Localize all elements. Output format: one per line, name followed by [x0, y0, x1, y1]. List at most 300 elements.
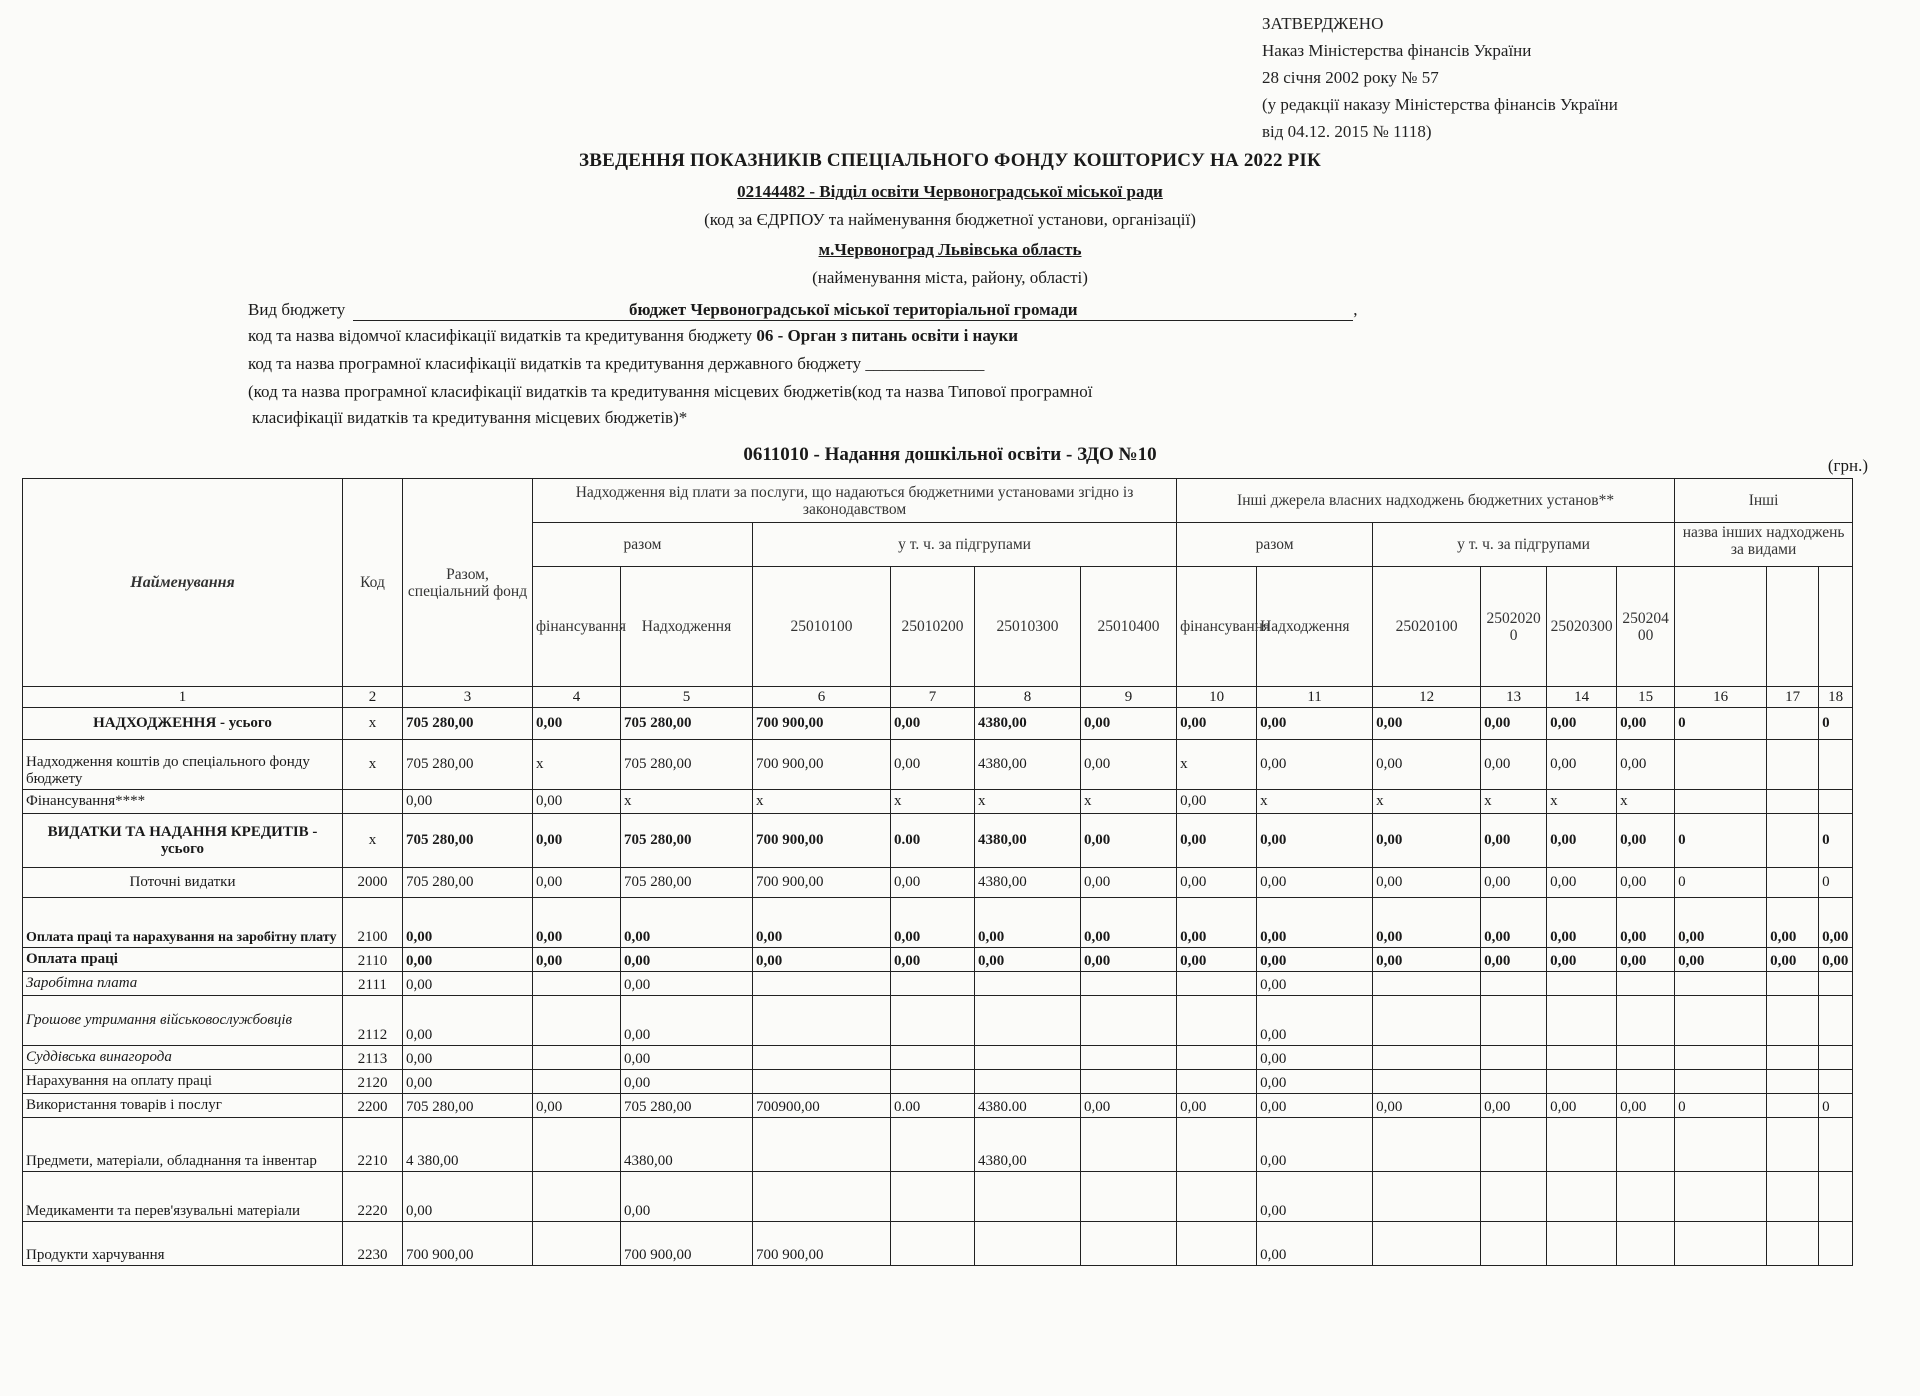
budget-suffix: ,	[1353, 300, 1358, 319]
row-cell: 4380,00	[975, 708, 1081, 740]
row-cell: 705 280,00	[621, 740, 753, 790]
row-cell	[1819, 1118, 1853, 1172]
row-cell: 0,00	[1617, 708, 1675, 740]
row-cell	[1767, 1094, 1819, 1118]
row-cell	[1819, 1046, 1853, 1070]
table-row	[23, 814, 1853, 868]
row-cell	[1547, 1046, 1617, 1070]
state-program-line: код та назва програмної класифікації видатків та кредитування державного бюджету ______________	[248, 354, 985, 373]
row-cell: 0,00	[1081, 708, 1177, 740]
row-cell	[891, 1046, 975, 1070]
header-total-2: разом	[1177, 523, 1373, 567]
row-cell: 0,00	[1081, 868, 1177, 898]
row-cell	[1081, 1222, 1177, 1266]
table-row	[23, 740, 1853, 790]
row-cell	[1767, 708, 1819, 740]
row-code: х	[343, 708, 403, 740]
row-cell: 4380.00	[975, 1094, 1081, 1118]
row-cell: 700 900,00	[403, 1222, 533, 1266]
row-cell: 0	[1675, 1094, 1767, 1118]
row-cell	[1675, 996, 1767, 1046]
row-cell: 0,00	[533, 790, 621, 814]
row-cell	[1481, 1118, 1547, 1172]
program-title: 0611010 - Надання дошкільної освіти - ЗДО №10	[743, 444, 1157, 465]
row-cell	[1177, 1222, 1257, 1266]
column-number: 4	[533, 687, 621, 708]
table-row	[23, 1070, 1853, 1094]
row-cell: 0,00	[891, 740, 975, 790]
row-cell: 4380,00	[975, 814, 1081, 868]
row-cell: 0,00	[403, 972, 533, 996]
row-cell: 0,00	[1481, 708, 1547, 740]
row-cell	[1819, 790, 1853, 814]
row-cell	[1081, 972, 1177, 996]
row-cell	[1819, 1222, 1853, 1266]
column-number: 13	[1481, 687, 1547, 708]
row-cell: 0	[1819, 868, 1853, 898]
header-code-25010400: 25010400	[1081, 567, 1177, 687]
row-cell: 4380,00	[975, 740, 1081, 790]
row-cell	[1617, 1070, 1675, 1094]
header-other-col-16	[1675, 567, 1767, 687]
row-code: х	[343, 814, 403, 868]
local-program-line-2: класифікації видатків та кредитування місцевих бюджетів)*	[252, 408, 688, 427]
row-cell: 0,00	[1547, 1094, 1617, 1118]
row-cell: 4380,00	[621, 1118, 753, 1172]
row-cell	[1373, 1172, 1481, 1222]
document-title: ЗВЕДЕННЯ ПОКАЗНИКІВ СПЕЦІАЛЬНОГО ФОНДУ КОШТОРИСУ НА 2022 РІК	[579, 150, 1321, 171]
row-cell	[1819, 996, 1853, 1046]
row-cell	[1547, 1070, 1617, 1094]
row-cell: 705 280,00	[621, 1094, 753, 1118]
row-cell: 0,00	[1257, 948, 1373, 972]
approval-line: від 04.12. 2015 № 1118)	[1262, 122, 1432, 141]
row-code: 2220	[343, 1172, 403, 1222]
row-cell: 700 900,00	[753, 814, 891, 868]
row-cell	[1617, 1118, 1675, 1172]
estimate-table	[22, 478, 1853, 1266]
row-cell	[1177, 1046, 1257, 1070]
row-cell	[1177, 972, 1257, 996]
row-cell	[1819, 972, 1853, 996]
row-cell: 0,00	[1373, 868, 1481, 898]
table-row	[23, 868, 1853, 898]
row-cell: 705 280,00	[403, 814, 533, 868]
row-cell: х	[753, 790, 891, 814]
budget-type-line	[248, 300, 1358, 321]
row-cell	[975, 972, 1081, 996]
approval-block	[1262, 10, 1618, 145]
row-cell	[753, 1046, 891, 1070]
row-cell: 0,00	[621, 972, 753, 996]
column-number: 8	[975, 687, 1081, 708]
row-name: НАДХОДЖЕННЯ - усього	[23, 708, 343, 740]
row-cell	[1767, 1222, 1819, 1266]
row-cell: 0,00	[1257, 708, 1373, 740]
row-cell	[1081, 1118, 1177, 1172]
row-cell: х	[1081, 790, 1177, 814]
table-row	[23, 1118, 1853, 1172]
row-cell	[1675, 972, 1767, 996]
city-line	[0, 240, 1900, 260]
row-cell: 0,00	[1081, 814, 1177, 868]
row-cell: 0,00	[403, 1172, 533, 1222]
row-code: 2230	[343, 1222, 403, 1266]
row-cell: 0,00	[1257, 814, 1373, 868]
header-group-other-sources: Інші джерела власних надходжень бюджетних установ**	[1177, 479, 1675, 523]
row-cell	[1547, 996, 1617, 1046]
row-cell: 0,00	[1257, 1070, 1373, 1094]
row-cell	[1617, 996, 1675, 1046]
row-cell: 4380,00	[975, 868, 1081, 898]
header-code-25020400: 25020400	[1617, 567, 1675, 687]
row-code: 2110	[343, 948, 403, 972]
column-number: 10	[1177, 687, 1257, 708]
row-cell	[1675, 1070, 1767, 1094]
row-cell: 700 900,00	[621, 1222, 753, 1266]
row-cell: 705 280,00	[403, 740, 533, 790]
row-cell: 705 280,00	[403, 868, 533, 898]
header-group-other: Інші	[1675, 479, 1853, 523]
row-cell	[1617, 1046, 1675, 1070]
row-cell: 0,00	[1257, 1046, 1373, 1070]
row-cell	[975, 996, 1081, 1046]
row-cell	[1081, 1172, 1177, 1222]
row-cell	[1767, 972, 1819, 996]
header-financing-2: фінансування	[1177, 567, 1257, 687]
row-name: Використання товарів і послуг	[23, 1094, 343, 1118]
institution-name: 02144482 - Відділ освіти Червоноградської міської ради	[737, 182, 1163, 201]
row-cell: 700 900,00	[753, 740, 891, 790]
table-row	[23, 1046, 1853, 1070]
row-cell	[1177, 1070, 1257, 1094]
row-cell: 0,00	[1257, 740, 1373, 790]
column-number: 1	[23, 687, 343, 708]
row-cell	[1481, 1172, 1547, 1222]
row-cell	[1481, 1046, 1547, 1070]
row-cell: 0,00	[1547, 948, 1617, 972]
row-code: 2200	[343, 1094, 403, 1118]
row-cell: 0,00	[403, 948, 533, 972]
dept-classification-line	[248, 326, 1018, 346]
row-cell: 0,00	[891, 868, 975, 898]
row-cell	[1675, 790, 1767, 814]
column-number: 15	[1617, 687, 1675, 708]
row-name: Суддівська винагорода	[23, 1046, 343, 1070]
row-code	[343, 790, 403, 814]
row-cell: 0,00	[1547, 708, 1617, 740]
row-cell: х	[621, 790, 753, 814]
row-cell	[1081, 1046, 1177, 1070]
table-row	[23, 972, 1853, 996]
row-cell: 0,00	[403, 1070, 533, 1094]
row-cell: 705 280,00	[403, 708, 533, 740]
row-cell	[533, 1070, 621, 1094]
row-cell	[1177, 1118, 1257, 1172]
row-cell: 0,00	[1819, 898, 1853, 948]
row-cell	[1177, 996, 1257, 1046]
row-cell	[1081, 996, 1177, 1046]
row-cell	[891, 1118, 975, 1172]
row-name: Нарахування на оплату праці	[23, 1070, 343, 1094]
column-number: 17	[1767, 687, 1819, 708]
row-cell	[533, 972, 621, 996]
header-receipts-2: Надходження	[1257, 567, 1373, 687]
row-cell: 0,00	[1081, 898, 1177, 948]
institution-line	[0, 182, 1900, 202]
row-cell	[975, 1172, 1081, 1222]
budget-label: Вид бюджету	[248, 300, 346, 319]
row-cell	[1675, 1222, 1767, 1266]
row-cell: 705 280,00	[403, 1094, 533, 1118]
row-cell: 0,00	[1373, 740, 1481, 790]
header-code: Код	[343, 479, 403, 687]
row-cell: 705 280,00	[621, 814, 753, 868]
row-cell: 0,00	[1767, 898, 1819, 948]
row-cell: 0,00	[403, 898, 533, 948]
table-row	[23, 790, 1853, 814]
row-cell	[1675, 1118, 1767, 1172]
row-cell: 0,00	[1617, 1094, 1675, 1118]
row-cell: 0,00	[1547, 898, 1617, 948]
row-code: 2112	[343, 996, 403, 1046]
row-code: 2100	[343, 898, 403, 948]
row-name: Фінансування****	[23, 790, 343, 814]
row-cell: 0,00	[1257, 898, 1373, 948]
row-name: Заробітна плата	[23, 972, 343, 996]
row-cell: 0,00	[1819, 948, 1853, 972]
row-cell: 0,00	[403, 1046, 533, 1070]
row-cell: 0,00	[621, 948, 753, 972]
row-cell	[891, 1222, 975, 1266]
row-name: Поточні видатки	[23, 868, 343, 898]
row-cell	[1617, 1222, 1675, 1266]
row-cell	[533, 1222, 621, 1266]
row-cell: 0,00	[1767, 948, 1819, 972]
header-financing-1: фінансування	[533, 567, 621, 687]
row-cell: 705 280,00	[621, 708, 753, 740]
row-cell: 0,00	[1617, 948, 1675, 972]
approval-line: Наказ Міністерства фінансів України	[1262, 41, 1532, 60]
row-cell: 0,00	[1373, 948, 1481, 972]
row-cell: 0,00	[1481, 898, 1547, 948]
row-code: 2111	[343, 972, 403, 996]
row-cell	[1481, 1070, 1547, 1094]
row-cell: 0,00	[533, 868, 621, 898]
row-cell: х	[533, 740, 621, 790]
row-cell: 0,00	[753, 948, 891, 972]
row-name: ВИДАТКИ ТА НАДАННЯ КРЕДИТІВ - усього	[23, 814, 343, 868]
row-cell: 0,00	[891, 708, 975, 740]
institution-caption: (код за ЄДРПОУ та найменування бюджетної установи, організації)	[704, 210, 1196, 229]
row-cell	[1373, 996, 1481, 1046]
row-cell: 0	[1675, 814, 1767, 868]
row-cell	[1547, 1222, 1617, 1266]
row-cell	[753, 972, 891, 996]
row-cell: 0,00	[533, 948, 621, 972]
row-cell: 0,00	[891, 898, 975, 948]
budget-value: бюджет Червоноградської міської територіальної громади	[353, 300, 1353, 321]
row-cell: х	[1547, 790, 1617, 814]
row-cell: 0,00	[1257, 1172, 1373, 1222]
column-number-row	[23, 687, 1853, 708]
row-cell: 0,00	[1257, 1118, 1373, 1172]
row-cell	[1767, 868, 1819, 898]
row-cell: 0,00	[1617, 814, 1675, 868]
approval-line: (у редакції наказу Міністерства фінансів України	[1262, 95, 1618, 114]
header-total-1: разом	[533, 523, 753, 567]
row-cell: 0,00	[1177, 708, 1257, 740]
row-cell: 0,00	[1177, 1094, 1257, 1118]
row-cell: 0,00	[1617, 740, 1675, 790]
column-number: 18	[1819, 687, 1853, 708]
row-cell: 0,00	[1177, 868, 1257, 898]
row-cell: 0,00	[621, 1070, 753, 1094]
row-cell	[1481, 972, 1547, 996]
row-cell	[753, 1070, 891, 1094]
table-body	[23, 708, 1853, 1266]
header-code-25020100: 25020100	[1373, 567, 1481, 687]
row-cell: 0	[1819, 1094, 1853, 1118]
row-cell: 0,00	[403, 790, 533, 814]
row-cell	[1819, 740, 1853, 790]
row-cell: 705 280,00	[621, 868, 753, 898]
row-cell: 4 380,00	[403, 1118, 533, 1172]
row-cell	[1177, 1172, 1257, 1222]
row-cell	[1767, 740, 1819, 790]
row-cell: 0,00	[621, 996, 753, 1046]
row-cell	[1081, 1070, 1177, 1094]
row-cell	[753, 996, 891, 1046]
row-cell: х	[975, 790, 1081, 814]
row-code: 2120	[343, 1070, 403, 1094]
row-cell: 0,00	[975, 898, 1081, 948]
table-row	[23, 1172, 1853, 1222]
row-code: 2210	[343, 1118, 403, 1172]
row-cell: 0,00	[1177, 948, 1257, 972]
row-cell: х	[1177, 740, 1257, 790]
column-number: 5	[621, 687, 753, 708]
row-cell: 0,00	[1547, 740, 1617, 790]
row-cell	[533, 1172, 621, 1222]
row-cell: 0,00	[753, 898, 891, 948]
dept-classification-value: 06 - Орган з питань освіти і науки	[756, 326, 1019, 345]
row-cell	[753, 1118, 891, 1172]
row-cell: 0,00	[1481, 868, 1547, 898]
row-cell	[891, 972, 975, 996]
table-row	[23, 996, 1853, 1046]
row-cell	[1481, 996, 1547, 1046]
row-cell	[1819, 1172, 1853, 1222]
row-name: Медикаменти та перев'язувальні матеріали	[23, 1172, 343, 1222]
approval-line: ЗАТВЕРДЖЕНО	[1262, 14, 1384, 33]
row-cell: 700 900,00	[753, 1222, 891, 1266]
row-name: Грошове утримання військовослужбовців	[23, 996, 343, 1046]
row-cell: 0,00	[621, 1172, 753, 1222]
row-cell: 0,00	[891, 948, 975, 972]
row-cell: 0,00	[1675, 898, 1767, 948]
row-cell	[1481, 1222, 1547, 1266]
row-cell: 0,00	[1257, 972, 1373, 996]
row-cell: 0,00	[1481, 1094, 1547, 1118]
row-cell: 0,00	[1373, 1094, 1481, 1118]
row-cell: 0,00	[533, 1094, 621, 1118]
row-cell: 0	[1819, 708, 1853, 740]
row-cell: 0,00	[403, 996, 533, 1046]
column-number: 2	[343, 687, 403, 708]
row-cell	[1373, 1118, 1481, 1172]
row-cell	[891, 1172, 975, 1222]
row-cell	[1675, 740, 1767, 790]
row-cell	[891, 1070, 975, 1094]
row-cell: 0,00	[1675, 948, 1767, 972]
row-cell	[1547, 1172, 1617, 1222]
column-number: 6	[753, 687, 891, 708]
row-cell: 0,00	[1617, 868, 1675, 898]
row-name: Предмети, матеріали, обладнання та інвентар	[23, 1118, 343, 1172]
city-caption: (найменування міста, району, області)	[812, 268, 1088, 287]
table-row	[23, 1094, 1853, 1118]
header-subgroups-2: у т. ч. за підгрупами	[1373, 523, 1675, 567]
local-program-line-1: (код та назва програмної класифікації видатків та кредитування місцевих бюджетів(код та назва Типової програмної	[248, 382, 1093, 401]
header-name: Найменування	[23, 479, 343, 687]
row-cell	[975, 1046, 1081, 1070]
row-cell: 0,00	[1617, 898, 1675, 948]
row-cell: х	[891, 790, 975, 814]
row-cell: 4380,00	[975, 1118, 1081, 1172]
row-cell	[1617, 972, 1675, 996]
row-cell: 0,00	[1373, 814, 1481, 868]
row-cell	[975, 1222, 1081, 1266]
row-code: х	[343, 740, 403, 790]
row-cell: 0,00	[1081, 1094, 1177, 1118]
row-cell	[1373, 972, 1481, 996]
row-cell	[1547, 972, 1617, 996]
row-cell: 700900,00	[753, 1094, 891, 1118]
row-cell	[891, 996, 975, 1046]
column-number: 9	[1081, 687, 1177, 708]
row-cell: 0,00	[1481, 814, 1547, 868]
table-row	[23, 1222, 1853, 1266]
row-name: Оплата праці	[23, 948, 343, 972]
row-cell: х	[1257, 790, 1373, 814]
row-cell: 0,00	[1481, 948, 1547, 972]
row-cell	[975, 1070, 1081, 1094]
row-cell	[1767, 1070, 1819, 1094]
row-cell: х	[1481, 790, 1547, 814]
row-cell	[1767, 790, 1819, 814]
row-cell: 0,00	[621, 898, 753, 948]
row-name: Надходження коштів до спеціального фонду бюджету	[23, 740, 343, 790]
row-cell: 0,00	[1257, 1094, 1373, 1118]
row-cell: 0,00	[1373, 708, 1481, 740]
header-other-col-17	[1767, 567, 1819, 687]
row-cell: 0,00	[1257, 1222, 1373, 1266]
row-cell	[533, 996, 621, 1046]
row-cell: 0,00	[1177, 814, 1257, 868]
column-number: 3	[403, 687, 533, 708]
row-cell	[1767, 1046, 1819, 1070]
row-code: 2000	[343, 868, 403, 898]
header-code-25010200: 25010200	[891, 567, 975, 687]
row-cell	[1547, 1118, 1617, 1172]
column-number: 7	[891, 687, 975, 708]
row-cell: 0	[1675, 708, 1767, 740]
header-subgroups-1: у т. ч. за підгрупами	[753, 523, 1177, 567]
city-name: м.Червоноград Львівська область	[818, 240, 1082, 259]
table-row	[23, 898, 1853, 948]
row-cell: 0,00	[1257, 868, 1373, 898]
